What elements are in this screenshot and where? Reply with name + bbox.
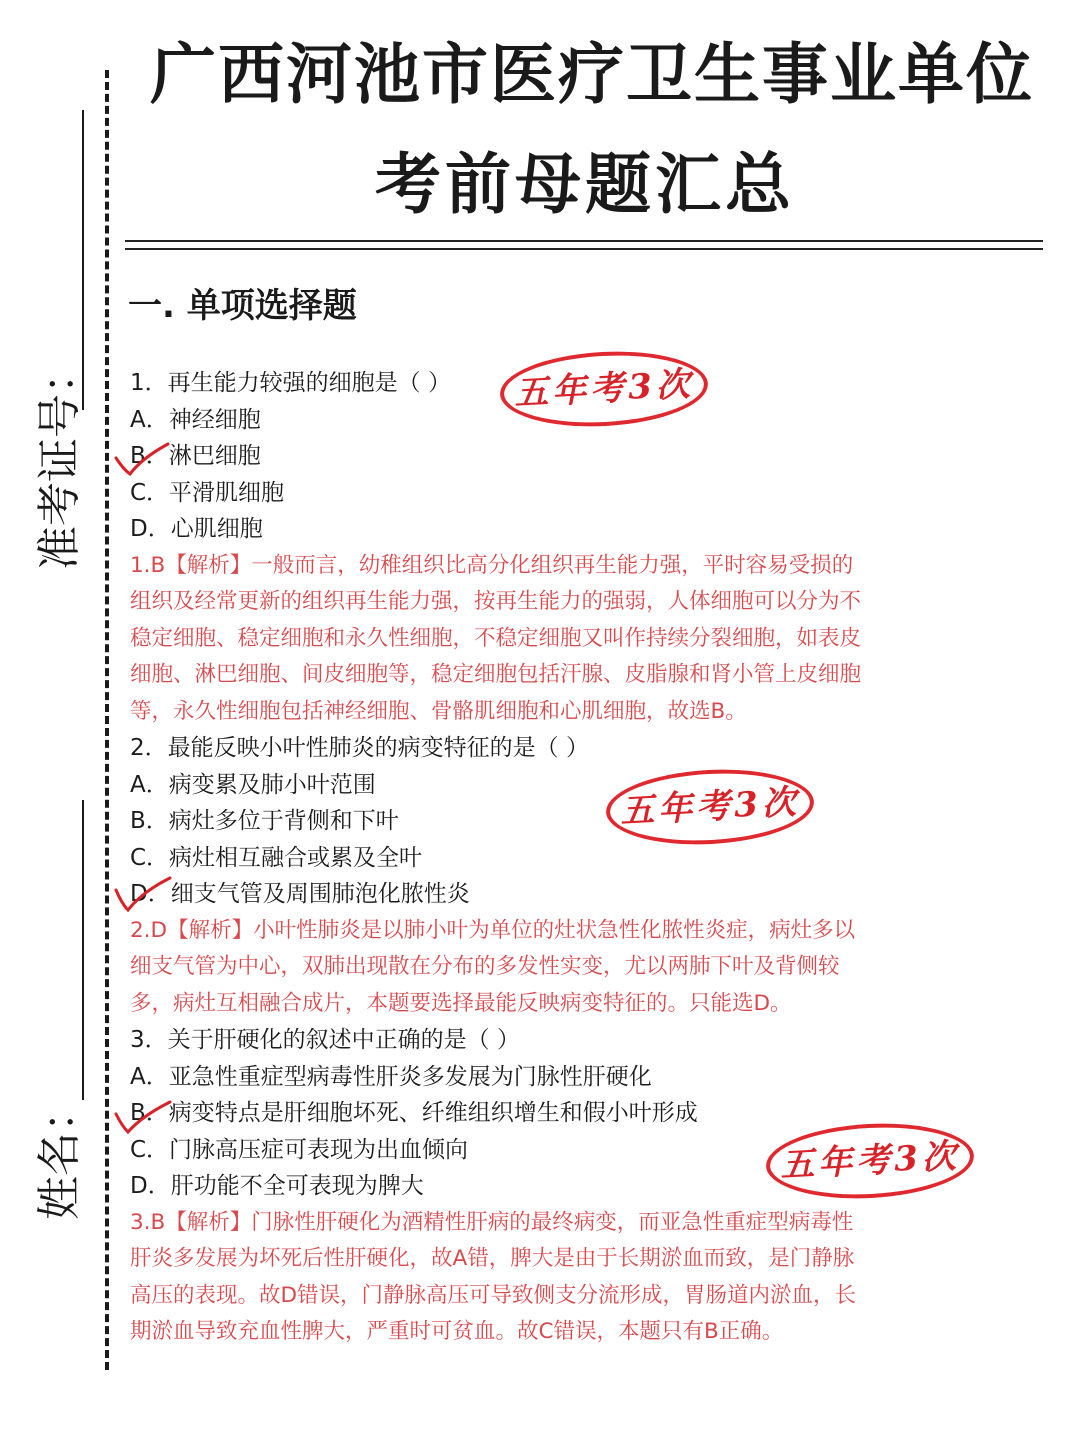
binding-dashed-line: [105, 70, 109, 1370]
option-d: D．细支气管及周围肺泡化脓性炎: [130, 881, 470, 907]
title-divider-bottom: [125, 248, 1043, 250]
analysis-line: 等，永久性细胞包括神经细胞、骨骼肌细胞和心肌细胞，故选B。: [130, 698, 747, 724]
question-2: [130, 730, 1030, 1022]
page-subtitle: 考前母题汇总: [375, 146, 795, 223]
option-a: A．病变累及肺小叶范围: [130, 771, 376, 798]
option-d: D．心肌细胞: [130, 516, 263, 542]
frequency-stamp: 五年考3次: [604, 765, 816, 850]
frequency-stamp: 五年考3次: [764, 1119, 976, 1204]
analysis-line: 高压的表现。故D错误，门静脉高压可导致侧支分流形成，胃肠道内淤血，长: [130, 1282, 857, 1308]
correct-check-icon: [112, 876, 172, 916]
frequency-stamp: 五年考3次: [498, 347, 710, 432]
question-list: [130, 365, 1030, 1351]
analysis-line: 细支气管为中心，双肺出现散在分布的多发性实变，尤以两肺下叶及背侧较: [130, 954, 840, 979]
exam-id-label: 准考证号：: [34, 350, 85, 570]
section-title: 一. 单项选择题: [128, 286, 357, 326]
correct-check-icon: [112, 1098, 172, 1138]
analysis-line: 肝炎多发展为坏死后性肝硬化，故A错，脾大是由于长期淤血而致，是门静脉: [130, 1246, 855, 1271]
option-c: C．平滑肌细胞: [130, 479, 285, 506]
correct-check-icon: [112, 440, 172, 480]
analysis-line: 多，病灶互相融合成片，本题要选择最能反映病变特征的。只能选D。: [130, 990, 792, 1016]
option-b: B．淋巴细胞: [130, 443, 261, 469]
option-a: A．亚急性重症型病毒性肝炎多发展为门脉性肝硬化: [130, 1063, 652, 1090]
question-stem: 1．再生能力较强的细胞是（ ）: [130, 370, 451, 396]
analysis-line: 3.B【解析】门脉性肝硬化为酒精性肝病的最终病变，而亚急性重症型病毒性: [130, 1209, 854, 1235]
option-d: D．肝功能不全可表现为脾大: [130, 1173, 424, 1199]
name-write-line: [82, 800, 84, 1100]
question-stem: 3．关于肝硬化的叙述中正确的是（ ）: [130, 1027, 520, 1053]
name-label: 姓名：: [34, 1088, 85, 1220]
option-b: B．病灶多位于背侧和下叶: [130, 808, 399, 834]
option-c: C．门脉高压症可表现为出血倾向: [130, 1136, 469, 1163]
title-divider-top: [125, 240, 1043, 242]
analysis-line: 2.D【解析】小叶性肺炎是以肺小叶为单位的灶状急性化脓性炎症，病灶多以: [130, 917, 856, 943]
analysis-line: 组织及经常更新的组织再生能力强，按再生能力的强弱，人体细胞可以分为不: [130, 589, 862, 614]
analysis-line: 细胞、淋巴细胞、间皮细胞等，稳定细胞包括汗腺、皮脂腺和肾小管上皮细胞: [130, 662, 862, 687]
option-c: C．病灶相互融合或累及全叶: [130, 844, 423, 871]
option-b: B．病变特点是肝细胞坏死、纤维组织增生和假小叶形成: [130, 1100, 698, 1126]
analysis-line: 期淤血导致充血性脾大，严重时可贫血。故C错误，本题只有B正确。: [130, 1319, 784, 1344]
analysis-line: 稳定细胞、稳定细胞和永久性细胞，不稳定细胞又叫作持续分裂细胞，如表皮: [130, 625, 862, 651]
page-title: 广西河池市医疗卫生事业单位: [150, 36, 1034, 113]
question-stem: 2．最能反映小叶性肺炎的病变特征的是（ ）: [130, 735, 589, 761]
analysis-line: 1.B【解析】一般而言，幼稚组织比高分化组织再生能力强，平时容易受损的: [130, 552, 854, 578]
option-a: A．神经细胞: [130, 406, 261, 433]
